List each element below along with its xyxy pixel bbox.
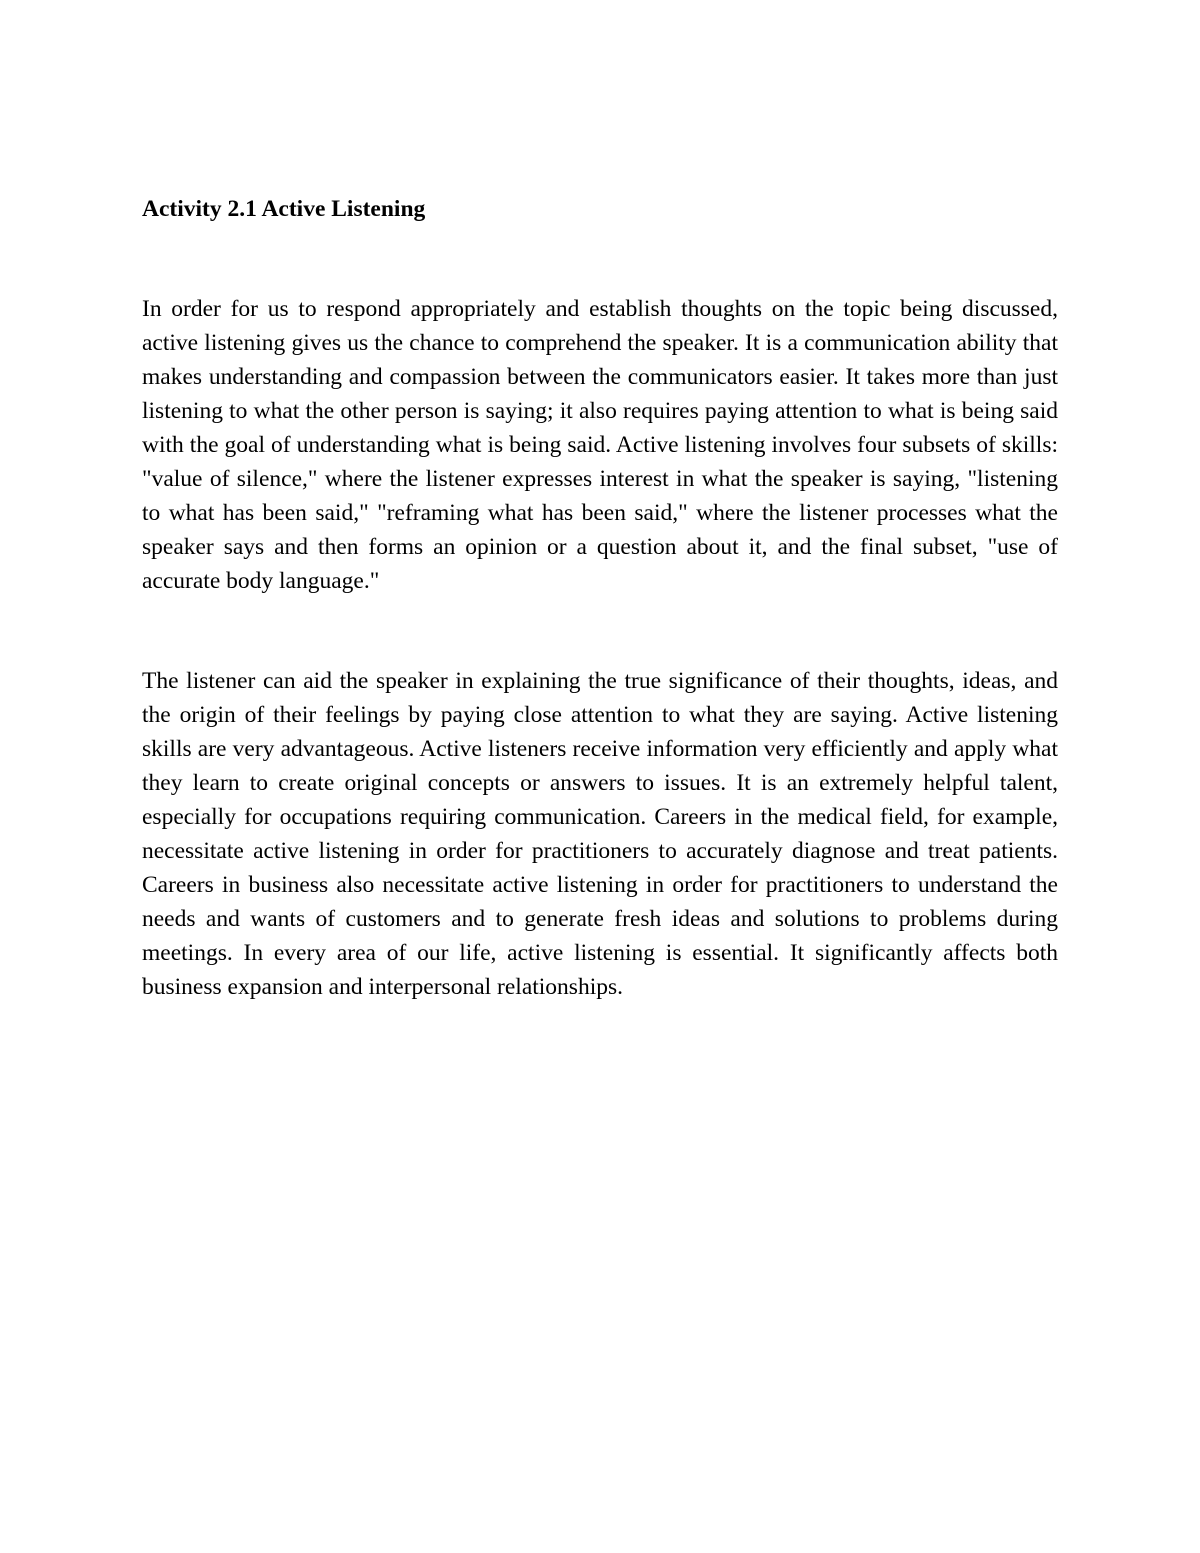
document-body — [142, 192, 1058, 1004]
paragraph-1: In order for us to respond appropriately and establish thoughts on the topic being discussed, active listening gives us the chance to comprehend the speaker. It is a communication ability that makes understanding and compassion between the communicators easier. It takes more than just listening to what the other person is saying; it also requires paying attention to what is being said with the goal of understanding what is being said. Active listening involves four subsets of skills: "value of silence," where the listener expresses interest in what the speaker is saying, "listening to what has been said," "reframing what has been said," where the listener processes what the speaker says and then forms an opinion or a question about it, and the final subset, "use of accurate body language." — [142, 296, 1058, 594]
paragraph-2: The listener can aid the speaker in explaining the true significance of their thoughts, ideas, and the origin of their feelings by paying close attention to what they are saying. Active listening skills are very advantageous. Active listeners receive information very efficiently and apply what they learn to create original concepts or answers to issues. It is an extremely helpful talent, especially for occupations requiring communication. Careers in the medical field, for example, necessitate active listening in order for practitioners to accurately diagnose and treat patients. Careers in business also necessitate active listening in order for practitioners to understand the needs and wants of customers and to generate fresh ideas and solutions to problems during meetings. In every area of our life, active listening is essential. It significantly affects both business expansion and interpersonal relationships. — [142, 668, 1058, 1000]
document-title: Activity 2.1 Active Listening — [142, 196, 426, 222]
